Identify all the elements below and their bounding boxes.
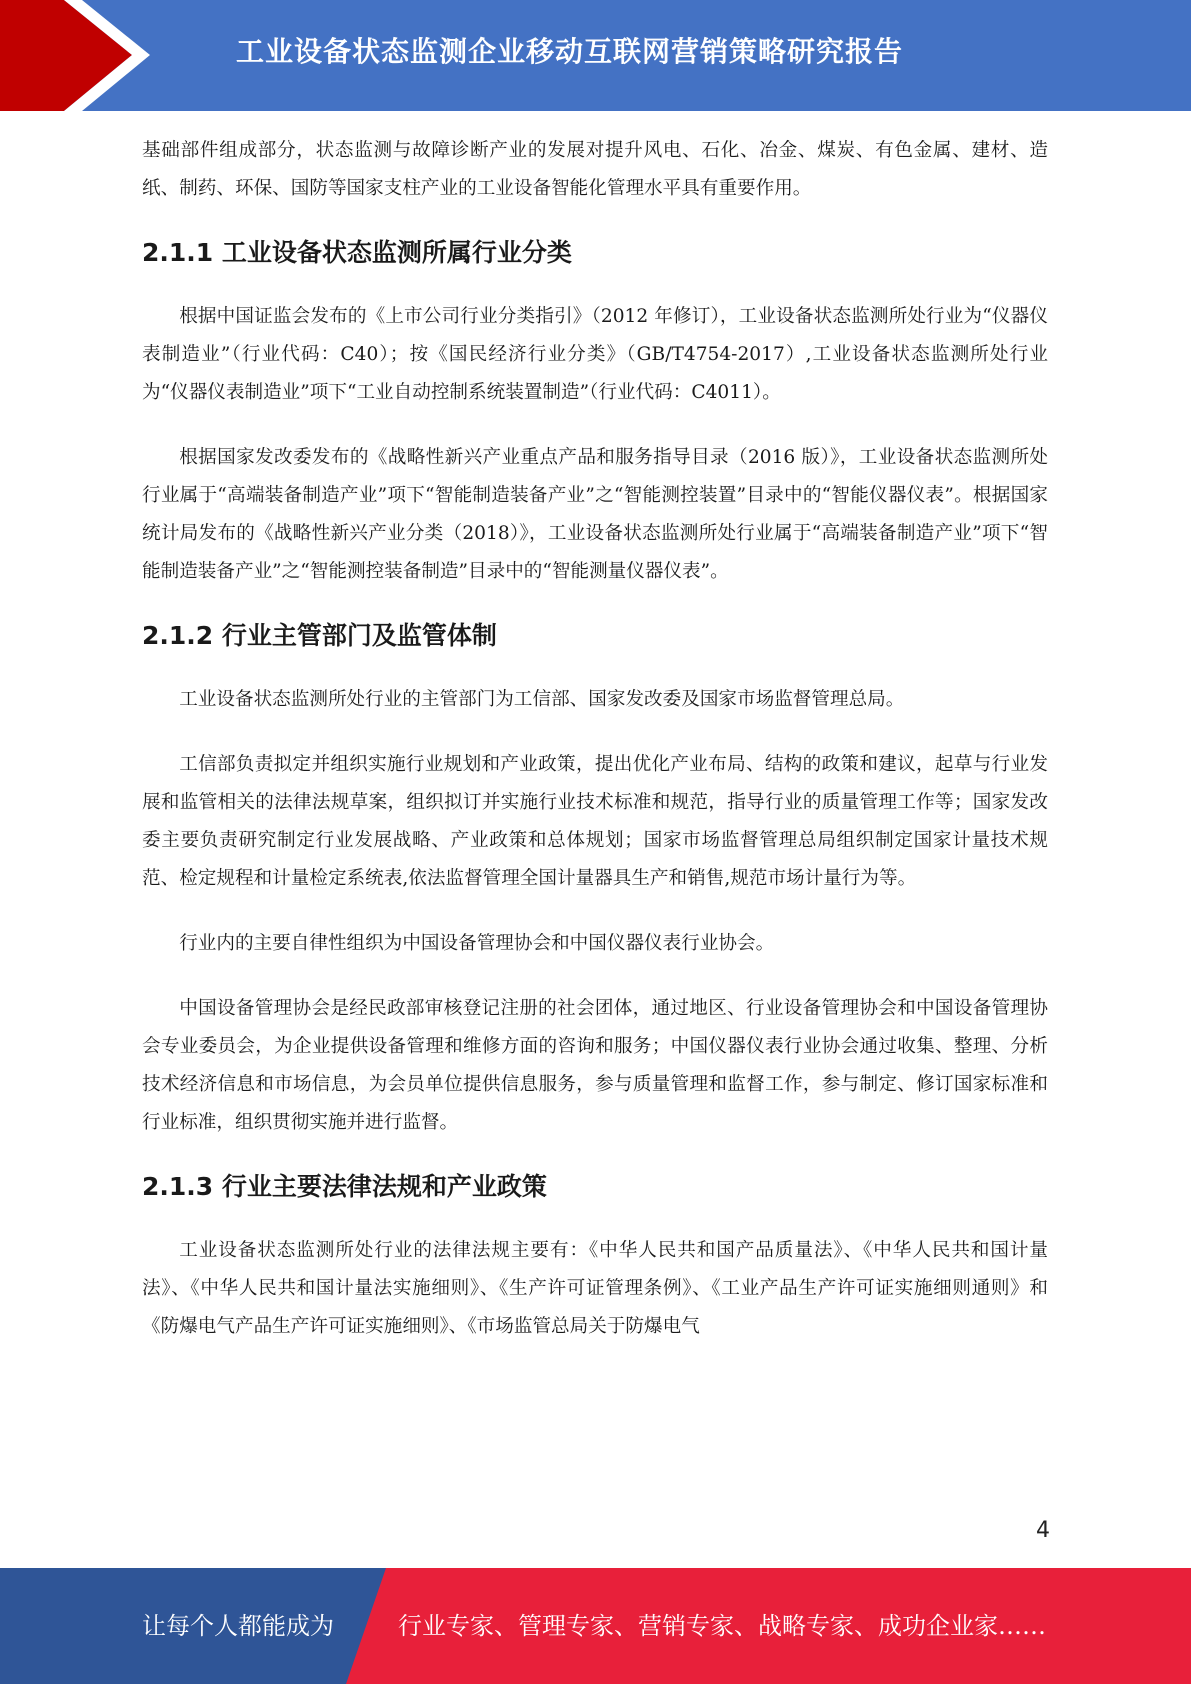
page-number: 4 [1036,1518,1050,1543]
page-content [142,132,1048,1346]
page-footer [0,1568,1191,1684]
paragraph: 工信部负责拟定并组织实施行业规划和产业政策，提出优化产业布局、结构的政策和建议，起草与行业发展和监管相关的法律法规草案，组织拟订并实施行业技术标准和规范，指导行业的质量管理工作等；国家发改委主要负责研究制定行业发展战略、产业政策和总体规划；国家市场监督管理总局组织制定国家计量技术规范、检定规程和计量检定系统表,依法监督管理全国计量器具生产和销售,规范市场计量行为等。 [142,754,1048,889]
section-heading-2-1-2: 2.1.2 行业主管部门及监管体制 [142,621,497,650]
footer-slogan-right: 行业专家、管理专家、营销专家、战略专家、成功企业家…… [398,1612,1046,1640]
paragraph: 行业内的主要自律性组织为中国设备管理协会和中国仪器仪表行业协会。 [179,933,775,954]
section-heading-2-1-3: 2.1.3 行业主要法律法规和产业政策 [142,1172,547,1201]
paragraph: 根据国家发改委发布的《战略性新兴产业重点产品和服务指导目录（2016 版）》，工业设备状态监测所处行业属于“高端装备制造产业”项下“智能制造装备产业”之“智能测控装置”目录中的“智能仪器仪表”。根据国家统计局发布的《战略性新兴产业分类（2018）》，工业设备状态监测所处行业属于“高端装备制造产业”项下“智能制造装备产业”之“智能测控装备制造”目录中的“智能测量仪器仪表”。 [142,447,1048,582]
paragraph: 工业设备状态监测所处行业的主管部门为工信部、国家发改委及国家市场监督管理总局。 [179,689,905,710]
section-heading-2-1-1: 2.1.1 工业设备状态监测所属行业分类 [142,238,572,267]
footer-slogan-left: 让每个人都能成为 [142,1612,334,1640]
paragraph: 根据中国证监会发布的《上市公司行业分类指引》（2012 年修订），工业设备状态监测所处行业为“仪器仪表制造业”（行业代码：C40）；按《国民经济行业分类》（GB/T4754-2017）,工业设备状态监测所处行业为“仪器仪表制造业”项下“工业自动控制系统装置制造”（行业代码：C4011）。 [142,306,1048,403]
paragraph: 工业设备状态监测所处行业的法律法规主要有：《中华人民共和国产品质量法》、《中华人民共和国计量法》、《中华人民共和国计量法实施细则》、《生产许可证管理条例》、《工业产品生产许可证实施细则通则》和《防爆电气产品生产许可证实施细则》、《市场监管总局关于防爆电气 [142,1240,1048,1337]
intro-paragraph: 基础部件组成部分，状态监测与故障诊断产业的发展对提升风电、石化、冶金、煤炭、有色金属、建材、造纸、制药、环保、国防等国家支柱产业的工业设备智能化管理水平具有重要作用。 [142,140,1048,199]
report-title: 工业设备状态监测企业移动互联网营销策略研究报告 [236,35,904,68]
page-header [0,0,1191,111]
paragraph: 中国设备管理协会是经民政部审核登记注册的社会团体，通过地区、行业设备管理协会和中国设备管理协会专业委员会，为企业提供设备管理和维修方面的咨询和服务；中国仪器仪表行业协会通过收集、整理、分析技术经济信息和市场信息，为会员单位提供信息服务，参与质量管理和监督工作，参与制定、修订国家标准和行业标准，组织贯彻实施并进行监督。 [142,998,1048,1133]
